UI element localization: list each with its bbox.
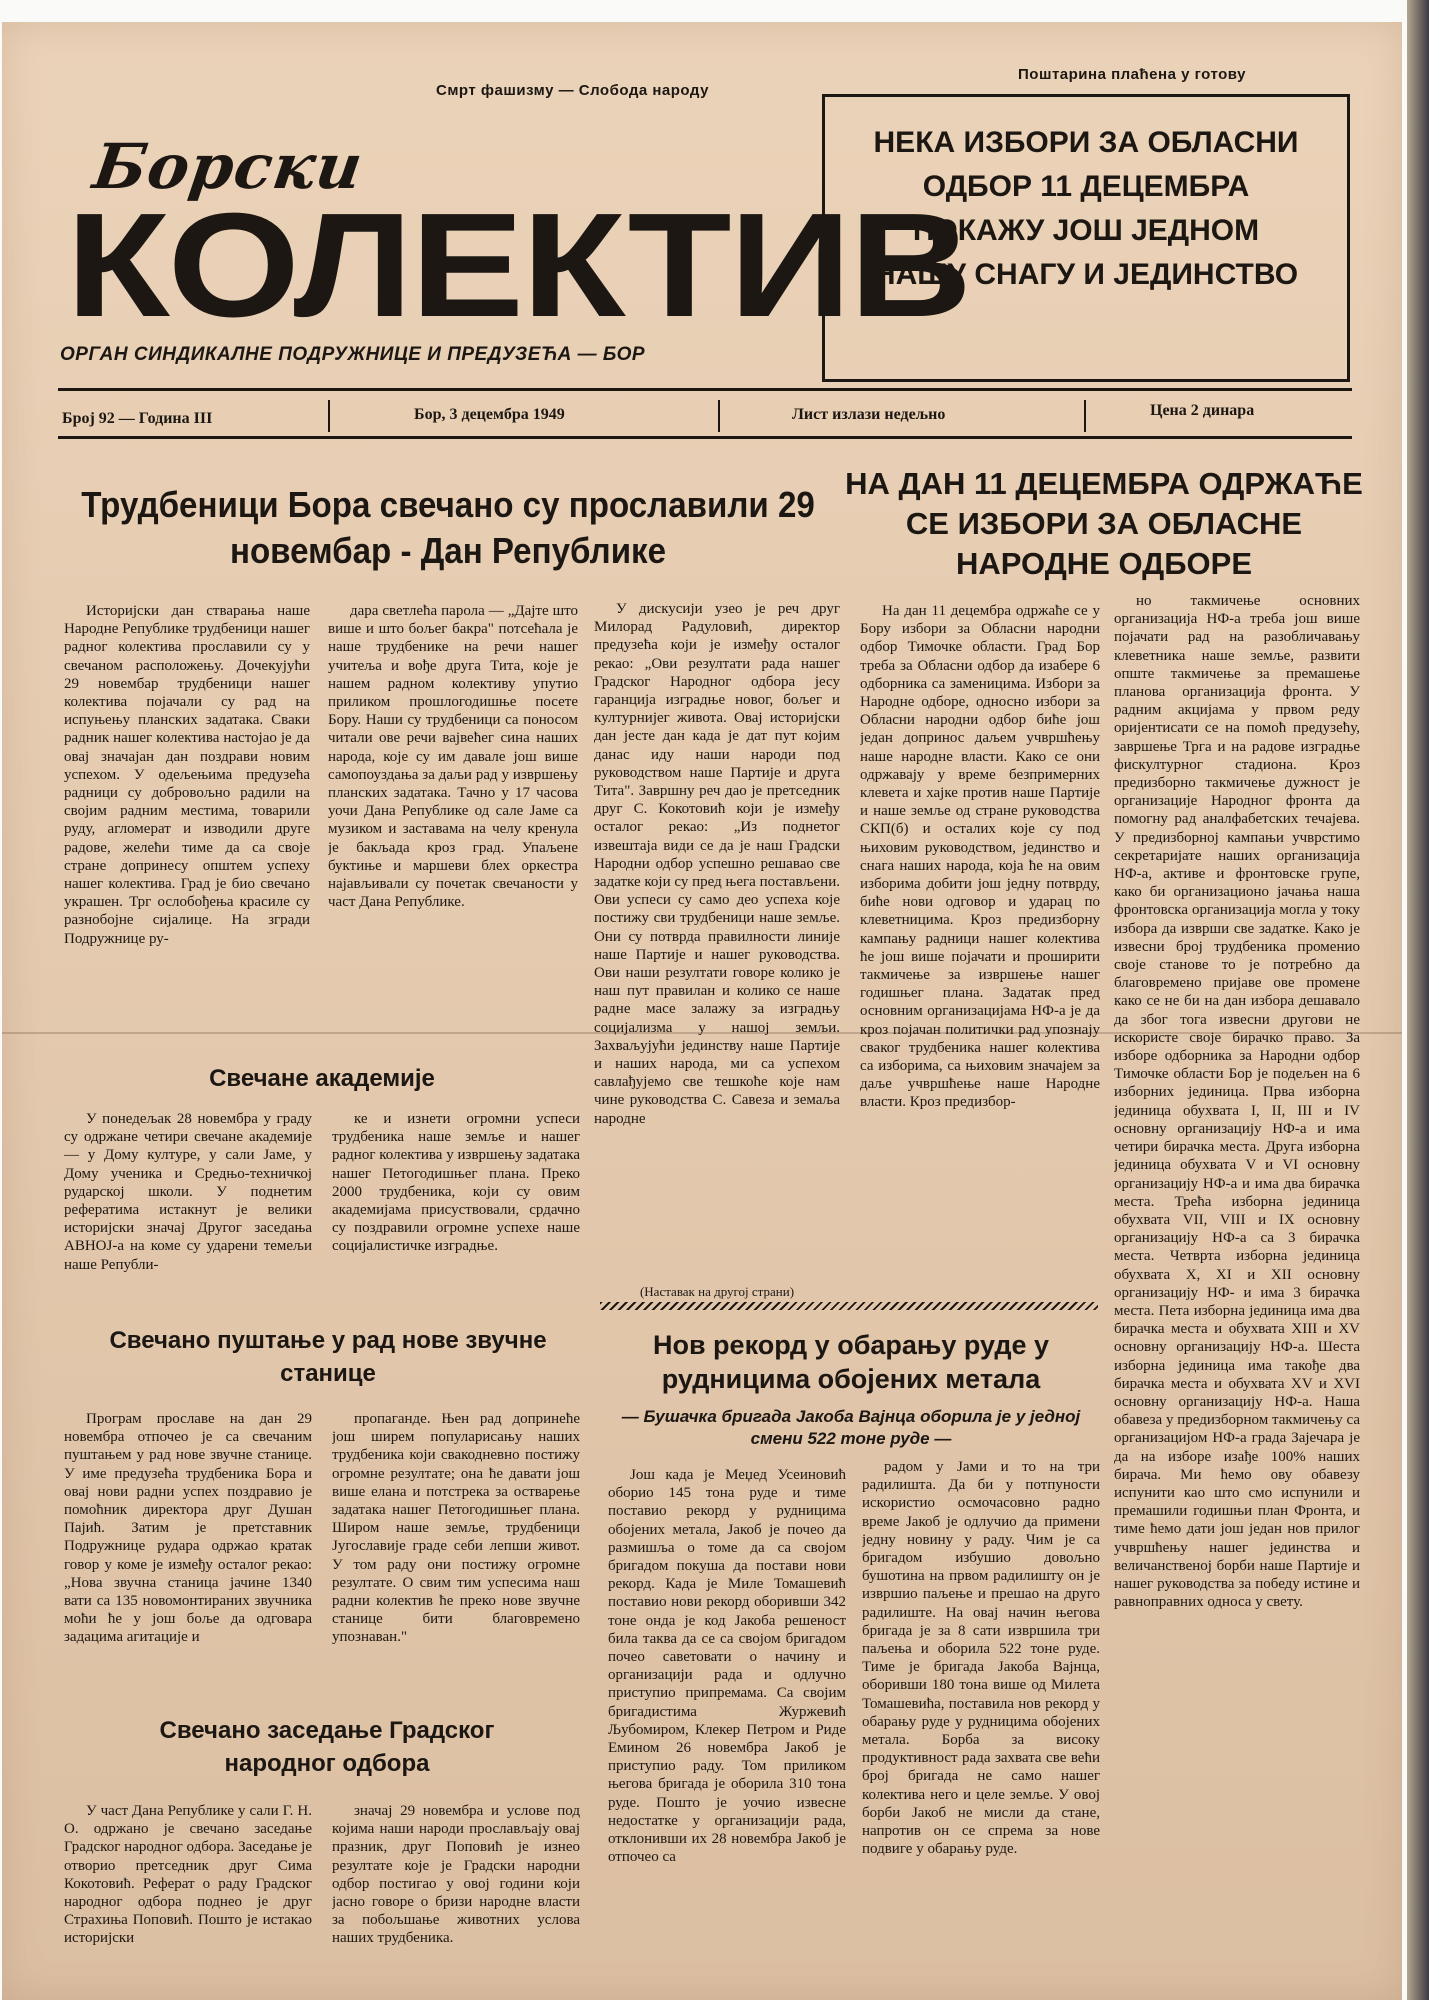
top-slogan: Смрт фашизму — Слобода народу bbox=[436, 82, 709, 99]
masthead-title: КОЛЕКТИВ bbox=[66, 183, 970, 348]
slogan-box bbox=[822, 94, 1350, 382]
session-column-2: значај 29 новембра и услове под којима наши народи прослављају овај празник, друг Поповић је изнео резултате које је Градски народни одбор постигао у овој години који јасно говоре о бризи народне власти за побољшање животних услова наших трудбеника. bbox=[332, 1803, 580, 1947]
info-bar-bottom-rule bbox=[58, 436, 1352, 439]
publication-frequency: Лист излази недељно bbox=[792, 406, 946, 423]
continued-note: (Наставак на другој страни) bbox=[639, 1284, 795, 1299]
academies-column-1: У понедељак 28 новембра у граду су одржане четири свечане академије — у Дому културе, у сали Јаме, у Дому ученика и Средњо-техничкој рударској школи. У поднетим рефератима истакнут је велики историјски значај Другог заседања АВНОЈ-а на коме су ударени темељи наше Републи- bbox=[64, 1111, 312, 1273]
radio-station-column-1: Програм прославе на дан 29 новембра отпочео је са свечаним пуштањем у рад нове звучне станице. У име предузећа трудбеника Бора и овај нови радни успех поздравио је помоћник директора друг Душан Пајић. Затим је претставник Подружнице рудара одржао кратак говор у коме је између осталог рекао: „Нова звучна станица јачине 1340 вати са 135 новомонтираних звучника моћи ће у још боље да одговара задацима агитације и bbox=[64, 1411, 312, 1646]
volume-binding bbox=[1407, 0, 1429, 2000]
republic-day-column-2: дара светлећа парола — „Дајте што више и што бољег бакра" потсећала је наше трудбенике на речи нашег учитеља и вође друга Тита, које је нашем радном колективу упутио приликом прошлогодишње посете Бору. Наши су трудбеници са поносом читали ове речи вајвећег сина наших народа, које су им давале још више самопоуздања за даљи рад у извршењу планских задатака. Тачно у 17 часова уочи Дана Републике од сале Јаме са музиком и заставама на челу кренула је бакљада кроз град. Упаљене буктиње и маршеви блех оркестра најављивали су почетак свечаности у част Дана Републике. bbox=[328, 603, 578, 911]
slogan-line: НЕКА ИЗБОРИ ЗА ОБЛАСНИ bbox=[873, 126, 1299, 159]
info-bar-top-rule bbox=[58, 388, 1352, 391]
academies-heading: Свечане академије bbox=[209, 1065, 435, 1092]
radio-station-column-2: пропаганде. Њен рад допринеће још ширем популарисању наших трудбеника који свакодневно постижу огромне резултате; она ће давати још више елана и потстрека за остварење задатака нашег Петогодишњег плана. Широм наше земље, трудбеници Југославије граде себи лепши живот. У том раду они постижу огромне резултате. О свим тим успесима наш радни колектив ће преко нове звучне станице бити благовремено упознаван." bbox=[332, 1411, 580, 1646]
elections-column-2: но такмичење основних организација НФ-а треба још више појачати рад на разобличавању клеветника наше земље, развити опште такмичење за премашење планова организација фронта. У радним акцијама у првом реду оријентисати се на помоћ предузећу, завршење Трга и на радове изградње фискултурног стадиона. Кроз предизборно такмичење дужност је организације Народног фронта да помогну рад аналфабетских течајева. У предизборној кампањи учврстимо секретаријате наших организација НФ-а, активе и фронтовске групе, како би организационо јачања наша фронтовска организација могла у току избора да изврши све задатке. Како је извесни број трудбеника променио своје станове то је потребно да благовремено пријаве ове промене како се не би на дан избора дешавало да због тога извесни другови не искористе своје бирачко право. За изборе одборника за Народни одбор Тимочке области Бор је подељен на 6 изборних јединица. Прва изборна јединица обухвата I, II, III и IV основну организацију НФ-а и има четири бирачка места. Друга изборна јединица обухвата V и VI основну организацију НФ-а и има два бирачка места. Трећа изборна јединица обухвата VII, VIII и IX основну организацију НФ-а са 3 бирачка места. Четврта изборна јединица обухвата X, XI и XII основну организацију НФ- и има 3 бирачка места. Пета изборна јединица има два бирачка места и обухвата XIII и XV основну организацију НФ-а. Шеста изборна јединица има такође два бирачка места и обухвата XV и XVI основну организацију НФ-а. Наша обавеза у предизборном такмичењу са организацијом НФ-а града Зајечара је да на изборе изађе 100% наших бирача. Ми ћемо ову обавезу испунити као што смо испунили и премашили годишњи план Фронта, и тиме ћемо дати још један нов прилог учвршћењу нашег јединства и величанственој борби наше Партије и нашег руководства за победу истине и равноправних односа у свету. bbox=[1114, 593, 1360, 1611]
record-headline: Нов рекорд у обарању руде у рудницима обојених метала bbox=[652, 1330, 1050, 1394]
issue-number: Број 92 — Година III bbox=[62, 410, 213, 427]
info-divider bbox=[1084, 400, 1086, 432]
record-column-1: Још када је Меџед Усеиновић оборио 145 тона руде и тиме поставио рекорд у рудницима обојених метала, Јакоб је почео да размишља о томе да са својом бригадом покуша да постави нови рекорд. Када је Миле Томашевић поставио нови рекорд оборивши 342 тоне онда је код Јакоба решеност била таква да се са својом бригадом почео саветовати о начину и организацији рада и одлучно приступио припремама. Са својим бригадистима Журжевић Љубомиром, Клекер Петром и Риде Емином 26 новембра Јакоб је приступио раду. Том приликом његова бригада је оборила 310 тона руде. Пошто је уочио извесне недостатке у организацији рада, отклонивши их 28 новембра Јакоб је отпочео са bbox=[608, 1467, 846, 1866]
slogan-line: ОДБОР 11 ДЕЦЕМБРА bbox=[922, 170, 1250, 203]
republic-day-column-1: Историјски дан стварања наше Народне Републике трудбеници нашег радног колектива прославили су у свечаном расположењу. Дочекујући 29 новембар трудбеници нашег колектива појачали су рад на испуњењу планских задатака. Сваки радник нашег колектива настојао је да овај значајан дан поздрави новим успехом. У одељењима предузећа радници су добровољно радили на својим радним местима, товарили руду, агломерат и изводили друге радове, желећи тиме да са своје стране допринесу општем успеху нашег колектива. Град је био свечано украшен. Трг ослобођења красиле су разнобојне сијалице. На згради Подружнице ру- bbox=[64, 603, 310, 947]
wavy-separator bbox=[600, 1302, 1098, 1310]
republic-day-column-3: У дискусији узео је реч друг Милорад Радуловић, директор предузећа који је између осталог рекао: „Ови резултати рада нашег Градског Народног одбора јесу гаранција изградње новог, бољег и културнијег живота. Овај историјски дан јесте дан када је дат пут којим данас иду наши народи под руководством наше Партије и друга Тита". Завршну реч дао је претседник друг С. Кокотовић који је између осталог рекао: „Из поднетог извештаја види се да је наш Градски Народни одбор успешно решавао све задатке који су пред њега постављени. Ови успеси су само део успеха које постижу сви трудбеници наше земље. Они су потврда правилности линије наше Партије и нашег руководства. Ови наши резултати говоре колико је наш пут правилан и колико се наше радне масе залажу за изградњу социјализма у нашој земљи. Захваљујући јединству наше Партије и наших народа, ми са успехом савлађујемо све тешкоће које нам чине руководства С. Савеза и земаља народне bbox=[594, 601, 840, 1127]
session-heading: Свечано заседање Градског народног одбора bbox=[159, 1717, 495, 1777]
session-column-1: У част Дана Републике у сали Г. Н. О. одржано је свечано заседање Градског народног одбора. Заседање је отворио претседник друг Сима Кокотовић. Реферат о раду Градског народног одбора поднео је друг Страхиња Поповић. Поштo је истакао историјски bbox=[64, 1803, 312, 1947]
issue-price: Цена 2 динара bbox=[1150, 402, 1255, 419]
info-divider bbox=[328, 400, 330, 432]
republic-day-headline: Трудбеници Бора свечано су прославили 29 новембар - Дан Републике bbox=[81, 484, 815, 571]
postage-note: Поштарина плаћена у готову bbox=[1018, 66, 1246, 83]
elections-column-1: На дан 11 децембра одржаће се у Бору избори за Обласни народни одбор Тимочке области. Град Бор треба за Обласни одбор да изабере 6 одборника са заменицима. Избори за Народне одборе, односно избори за Обласни народни одбор биће још један допринос даљем учвршћењу наше народне власти. Како се они одржавају у време безпримерних клевета и хајке против наше Партије и наше земље од стране руководства СКП(б) и осталих које су под њиховим руководством, јединство и снага наших народа, која ће на овим изборима добити још једну потврду, биће нови одговор и ударац по клеветницима. Кроз предизборну кампању радници нашег колектива ће још више појачати и проширити такмичење за извршење нашег годишњег плана. Задатак пред основним организацијама НФ-а је да кроз појачан политички рад упознају сваког трудбеника нашег колектива са изборима, са њиховим значајем за даље учвршћење наше Народне власти. Кроз предизбор- bbox=[860, 603, 1100, 1111]
newspaper-page bbox=[2, 22, 1402, 2000]
record-column-2: радом у Јами и то на три радилишта. Да би у потпуности искористио осмочасовно радно време Јакоб је одлучио да примени једну новину у раду. Чим је са бригадом избушио довољно бушотина на првом радилишту он је извршио паљење и прешао на друго радилиште. На овај начин његова бригада је за 8 сати извршила три паљења и оборила 522 тоне руде. Тиме је бригада Јакоба Вајнца, оборивши 180 тона више од Милета Томашевића, поставила нов рекорд у обарању руде у рудницима обојених метала. Борба за високу продуктивност рада захвата све већи број бригада не само нашег колектива него и целе земље. У овој борби Јакоб не мисли да стане, напротив он се спрема за нове подвиге у обарању руде. bbox=[862, 1459, 1100, 1858]
masthead-script-title: Борски bbox=[88, 130, 368, 203]
slogan-line: НАШУ СНАГУ И ЈЕДИНСТВО bbox=[873, 258, 1299, 291]
info-divider bbox=[718, 400, 720, 432]
issue-date: Бор, 3 децембра 1949 bbox=[414, 406, 565, 423]
academies-column-2: ке и изнети огромни успеси трудбеника наше земље и нашег радног колектива у извршењу задатака нашег Петогодишњег плана. Преко 2000 трудбеника, који су овим академијама присуствовали, срдачно су поздравили огромне успехе наше социјалистичке изградње. bbox=[332, 1111, 580, 1255]
radio-station-heading: Свечано пуштање у рад нове звучне станице bbox=[109, 1327, 547, 1387]
masthead-subtitle: ОРГАН СИНДИКАЛНЕ ПОДРУЖНИЦЕ И ПРЕДУЗЕЋА — БОР bbox=[60, 344, 646, 365]
record-deck: — Бушачка бригада Јакоба Вајнца оборила је у једној смени 522 тоне руде — bbox=[621, 1407, 1081, 1448]
elections-headline: НА ДАН 11 ДЕЦЕМБРА ОДРЖАЋЕ СЕ ИЗБОРИ ЗА ОБЛАСНЕ НАРОДНЕ ОДБОРЕ bbox=[845, 466, 1363, 581]
slogan-line: ПОКАЖУ ЈОШ ЈЕДНОМ bbox=[912, 214, 1260, 247]
